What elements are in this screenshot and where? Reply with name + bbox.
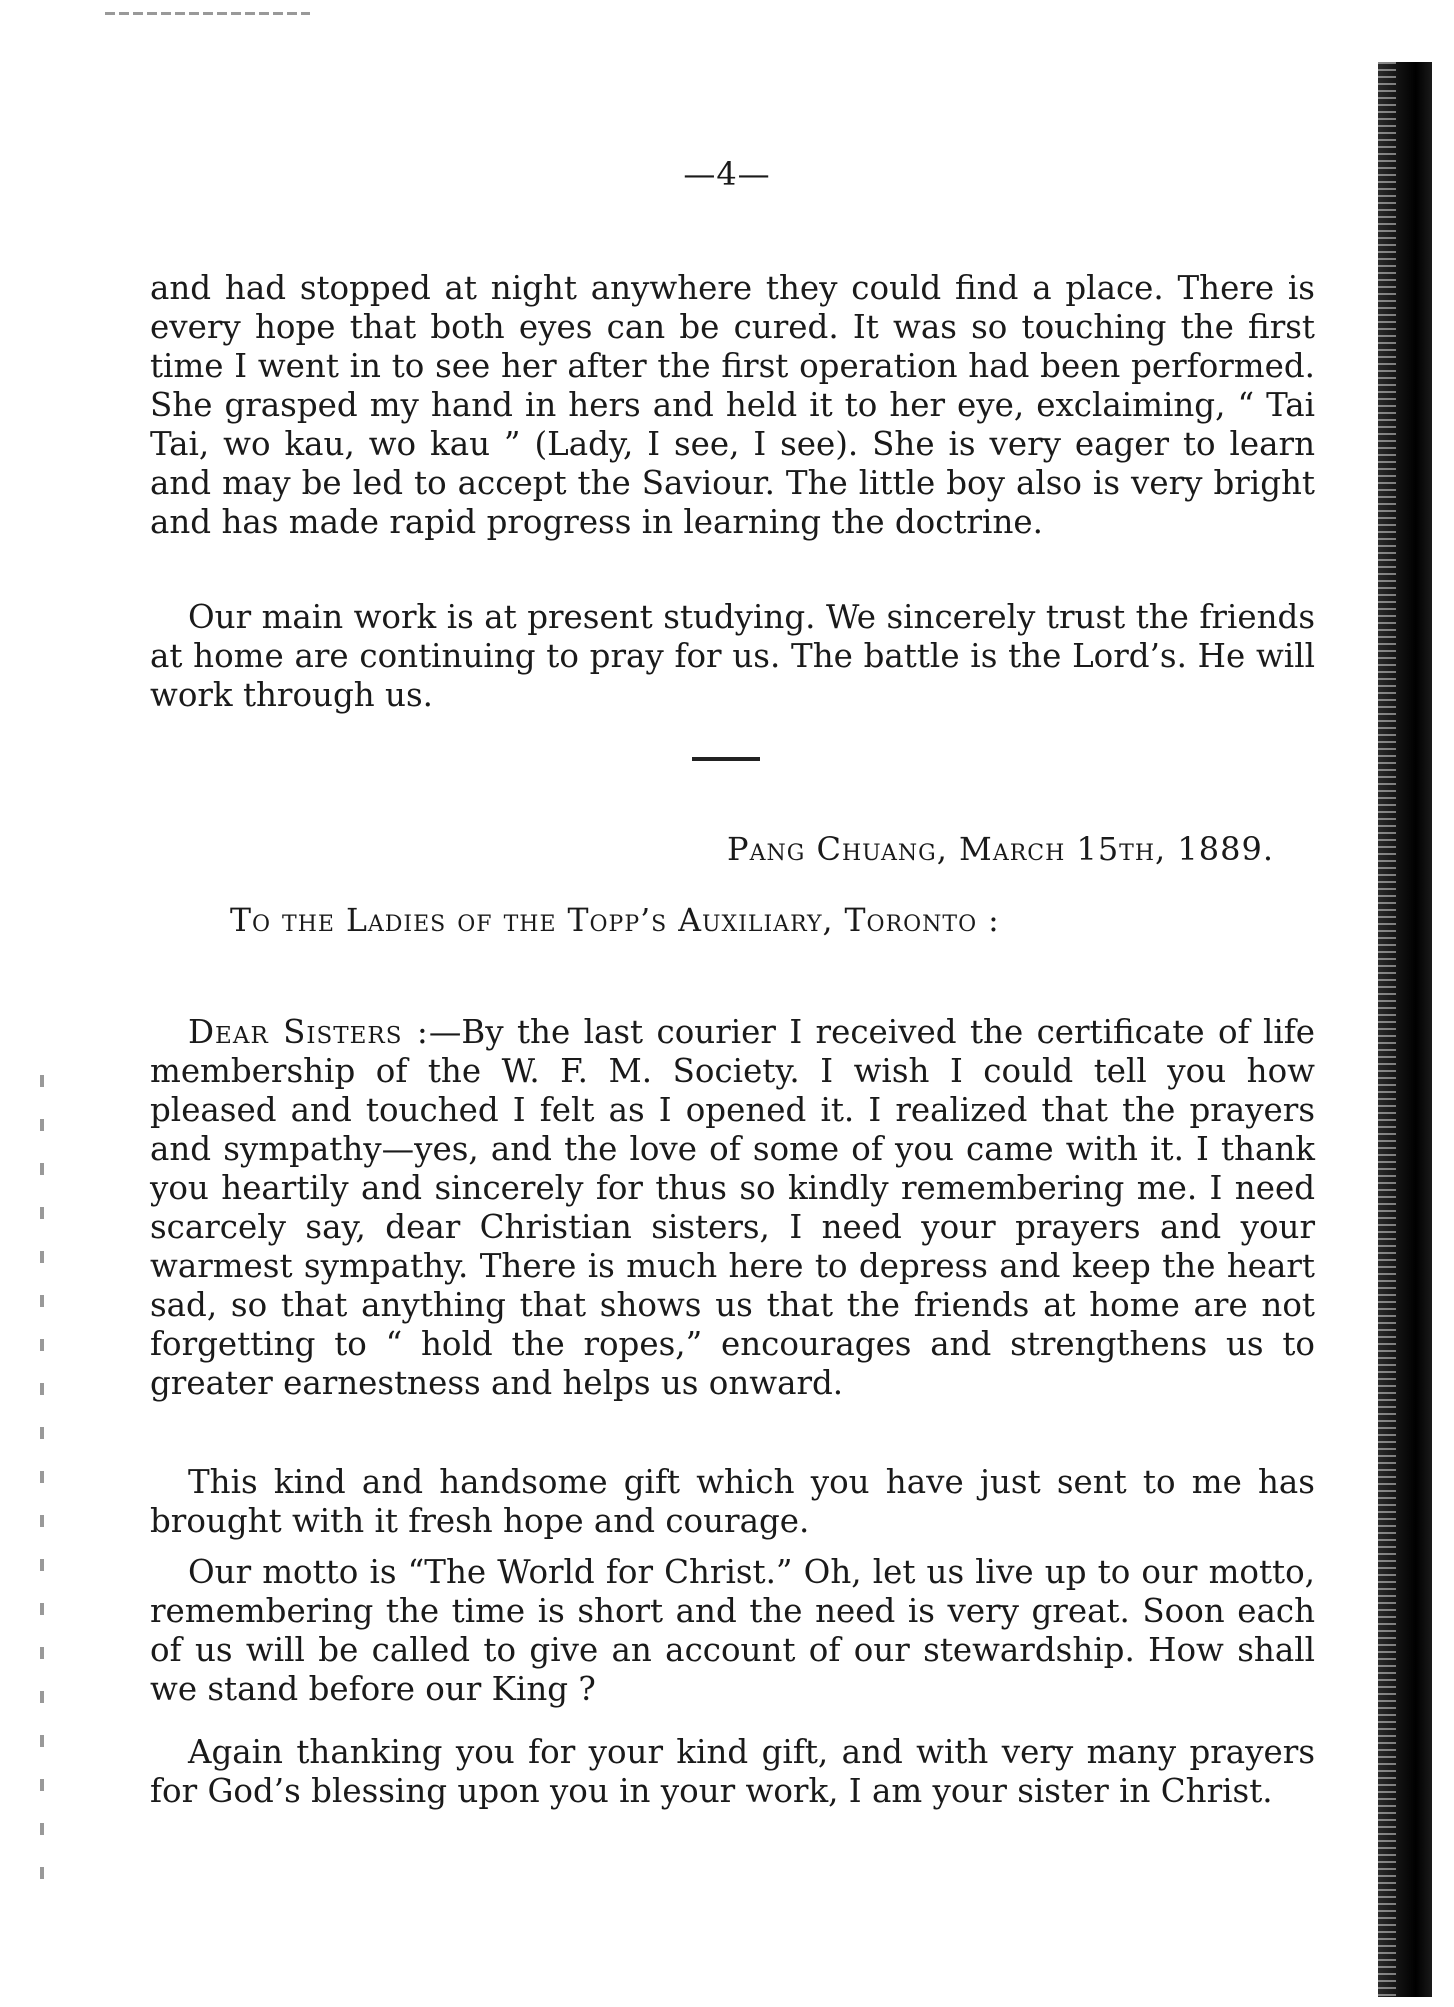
scan-artifact-top — [105, 12, 310, 15]
letter-greeting: Dear Sisters : — [188, 1012, 429, 1051]
paragraph-main-work: Our main work is at present studying. We sincerely trust the friends at home are continuing to pray for us. The battle is the Lord’s. He will work through us. — [150, 597, 1315, 714]
paragraph-continued: and had stopped at night anywhere they could find a place. There is every hope that both eyes can be cured. It was so touching the first time I went in to see her after the first operation had been performed. She grasped my hand in hers and held it to her eye, exclaiming, “ Tai Tai, wo kau, wo kau ” (Lady, I see, I see). She is very eager to learn and may be led to accept the Saviour. The little boy also is very bright and has made rapid progress in learning the doctrine. — [150, 268, 1315, 541]
letter-paragraph-1-body: —By the last courier I received the certificate of life membership of the W. F. M. Society. I wish I could tell you how pleased and touched I felt as I opened it. I realized that the prayers and sympathy—yes, and the love of some of you came with it. I thank you heartily and sincerely for thus so kindly remembering me. I need scarcely say, dear Christian sisters, I need your prayers and your warmest sympathy. There is much here to depress and keep the heart sad, so that anything that shows us that the friends at home are not forgetting to “ hold the ropes,” encourages and strengthens us to greater earnestness and helps us onward. — [150, 1012, 1315, 1402]
letter-paragraph-1 — [150, 1013, 1315, 1403]
letter-paragraph-2: This kind and handsome gift which you have just sent to me has brought with it fresh hope and courage. — [150, 1462, 1315, 1540]
letter-paragraph-4: Again thanking you for your kind gift, and with very many prayers for God’s blessing upon you in your work, I am your sister in Christ. — [150, 1732, 1315, 1810]
letter-paragraph-3: Our motto is “The World for Christ.” Oh, let us live up to our motto, remembering the time is short and the need is very great. Soon each of us will be called to give an account of our stewardship. How shall we stand before our King ? — [150, 1552, 1315, 1708]
letter-addressee: To the Ladies of the Topp’s Auxiliary, Toronto : — [230, 903, 1000, 939]
scan-binding-edge — [1378, 62, 1432, 1997]
section-divider — [692, 757, 760, 761]
page-number: —4— — [683, 155, 771, 193]
letter-dateline: Pang Chuang, March 15th, 1889. — [727, 830, 1274, 868]
scan-artifact-left — [40, 1075, 44, 1885]
